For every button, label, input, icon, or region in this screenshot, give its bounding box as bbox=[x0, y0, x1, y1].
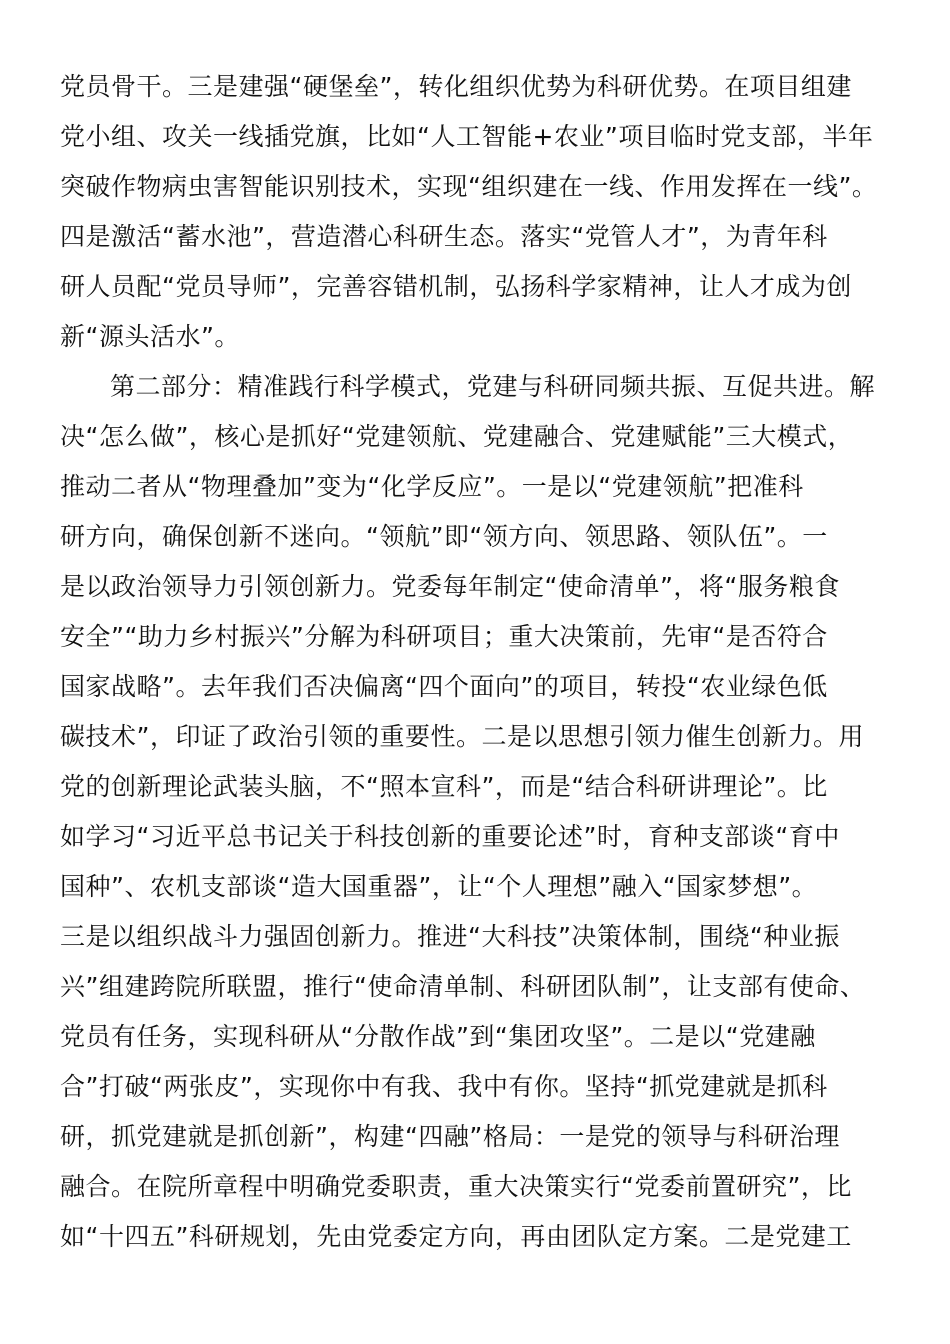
text-line: 兴”组建跨院所联盟，推行“使命清单制、科研团队制”，让支部有使命、 bbox=[60, 972, 866, 1001]
text-line: 研，抓党建就是抓创新”，构建“四融”格局：一是党的领导与科研治理 bbox=[60, 1122, 840, 1151]
text-line: 研方向，确保创新不迷向。“领航”即“领方向、领思路、领队伍”。一 bbox=[60, 522, 828, 551]
text-line: 三是以组织战斗力强固创新力。推进“大科技”决策体制，围绕“种业振 bbox=[60, 922, 840, 951]
text-line: 国家战略”。去年我们否决偏离“四个面向”的项目，转投“农业绿色低 bbox=[60, 672, 828, 701]
text-line: 碳技术”，印证了政治引领的重要性。二是以思想引领力催生创新力。用 bbox=[60, 722, 864, 751]
text-line: 党员骨干。三是建强“硬堡垒”，转化组织优势为科研优势。在项目组建 bbox=[60, 72, 852, 101]
text-line: 合”打破“两张皮”，实现你中有我、我中有你。坚持“抓党建就是抓科 bbox=[60, 1072, 828, 1101]
text-line: 研人员配“党员导师”，完善容错机制，弘扬科学家精神，让人才成为创 bbox=[60, 272, 852, 301]
text-line: 融合。在院所章程中明确党委职责，重大决策实行“党委前置研究”，比 bbox=[60, 1172, 852, 1201]
text-line: 党员有任务，实现科研从“分散作战”到“集团攻坚”。二是以“党建融 bbox=[60, 1022, 816, 1051]
text-line: 党的创新理论武装头脑，不“照本宣科”，而是“结合科研讲理论”。比 bbox=[60, 772, 828, 801]
text-line: 安全”“助力乡村振兴”分解为科研项目；重大决策前，先审“是否符合 bbox=[60, 622, 828, 651]
paragraph-start-line: 第二部分：精准践行科学模式，党建与科研同频共振、互促共进。解 bbox=[110, 372, 876, 401]
text-line: 党小组、攻关一线插党旗，比如“人工智能+农业”项目临时党支部，半年 bbox=[60, 122, 874, 151]
text-line: 四是激活“蓄水池”，营造潜心科研生态。落实“党管人才”，为青年科 bbox=[60, 222, 828, 251]
text-line: 突破作物病虫害智能识别技术，实现“组织建在一线、作用发挥在一线”。 bbox=[60, 172, 878, 201]
text-line: 是以政治领导力引领创新力。党委每年制定“使命清单”，将“服务粮食 bbox=[60, 572, 840, 601]
document-body bbox=[60, 62, 890, 1262]
text-line: 新“源头活水”。 bbox=[60, 322, 240, 351]
text-line: 如“十四五”科研规划，先由党委定方向，再由团队定方案。二是党建工 bbox=[60, 1222, 852, 1251]
text-line: 决“怎么做”，核心是抓好“党建领航、党建融合、党建赋能”三大模式， bbox=[60, 422, 854, 451]
text-line: 国种”、农机支部谈“造大国重器”，让“个人理想”融入“国家梦想”。 bbox=[60, 872, 818, 901]
text-line: 推动二者从“物理叠加”变为“化学反应”。一是以“党建领航”把准科 bbox=[60, 472, 804, 501]
text-line: 如学习“习近平总书记关于科技创新的重要论述”时，育种支部谈“育中 bbox=[60, 822, 840, 851]
